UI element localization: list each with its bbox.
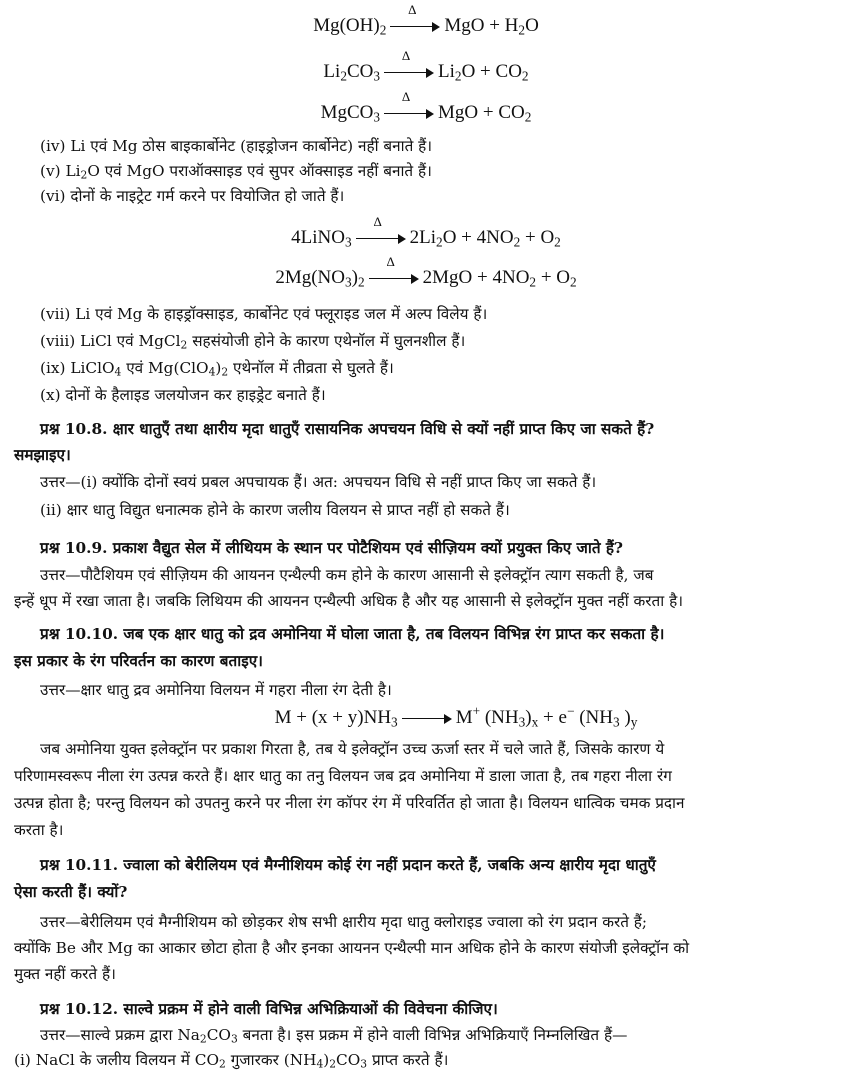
reaction-arrow-icon: Δ [356, 234, 406, 244]
point-ix: (ix) LiClO$_4$ एवं $Mg(ClO_4)_2$ एथेनॉल में तीव्रता से घुलते हैं। [40, 359, 394, 379]
answer-10-11-line2: क्योंकि Be और Mg का आकार छोटा होता है और इनका आयनन एन्थैल्पी मान अधिक होने के कारण संयोजी इलेक्ट्रॉन को [14, 939, 690, 957]
reaction-arrow-icon: Δ [384, 68, 434, 78]
point-viii: (viii) LiCl एवं MgCl$_2$ सहसंयोजी होने के कारण एथेनॉल में घुलनशील हैं। [40, 332, 466, 352]
answer-10-10-line5: करता है। [14, 821, 64, 839]
equation-mg-nitrate: $2Mg(NO_3)_2$ Δ $2MgO + 4NO_2 + O_2$ [275, 253, 577, 290]
equation-ammonia-solution: $M + (x + y)NH_3$ M+ $(NH_3)_x + e^-$ ($NH_3$ )$_y$ [274, 703, 638, 730]
answer-10-12-line2: (i) NaCl के जलीय विलयन में $CO_2$ गुजारकर $(NH_4)_2CO_3$ प्राप्त करते हैं। [14, 1051, 449, 1071]
question-10-8-cont: समझाइए। [14, 446, 71, 464]
question-10-11: प्रश्न 10.11. ज्वाला को बेरीलियम एवं मैग्नीशियम कोई रंग नहीं प्रदान करते हैं, जबकि अन्य क्षारीय मृदा धातुएँ [40, 856, 656, 874]
question-10-8: प्रश्न 10.8. क्षार धातुएँ तथा क्षारीय मृदा धातुएँ रासायनिक अपचयन विधि से क्यों नहीं प्राप्त किए जा सकते हैं? [40, 420, 655, 438]
equation-mg-carbonate: MgCO$_3$ Δ MgO + $CO_2$ [320, 88, 532, 125]
point-vi: (vi) दोनों के नाइट्रेट गर्म करने पर वियोजित हो जाते हैं। [40, 187, 345, 205]
question-10-9: प्रश्न 10.9. प्रकाश वैद्युत सेल में लीथियम के स्थान पर पोटैशियम एवं सीज़ियम क्यों प्रयुक्त किए जाते हैं? [40, 539, 623, 557]
question-10-10-cont: इस प्रकार के रंग परिवर्तन का कारण बताइए। [14, 652, 263, 670]
answer-10-10-line3: परिणामस्वरूप नीला रंग उत्पन्न करते हैं। क्षार धातु का तनु विलयन जब द्रव अमोनिया में डाला जाता है, तब गहरा नीला रंग [14, 767, 672, 785]
point-x: (x) दोनों के हैलाइड जलयोजन कर हाइड्रेट बनाते हैं। [40, 386, 326, 404]
answer-10-10-line1: उत्तर—क्षार धातु द्रव अमोनिया विलयन में गहरा नीला रंग देती है। [40, 681, 392, 699]
question-10-10: प्रश्न 10.10. जब एक क्षार धातु को द्रव अमोनिया में घोला जाता है, तब विलयन विभिन्न रंग प्राप्त कर सकता है। [40, 625, 665, 643]
reaction-arrow-icon: Δ [369, 274, 419, 284]
point-iv: (iv) Li एवं Mg ठोस बाइकार्बोनेट (हाइड्रोजन कार्बोनेट) नहीं बनाते हैं। [40, 137, 433, 155]
question-10-12: प्रश्न 10.12. साल्वे प्रक्रम में होने वाली विभिन्न अभिक्रियाओं की विवेचना कीजिए। [40, 1000, 498, 1018]
answer-10-11-line1: उत्तर—बेरीलियम एवं मैग्नीशियम को छोड़कर शेष सभी क्षारीय मृदा धातु क्लोराइड ज्वाला को रंग प्रदान करते हैं; [40, 913, 648, 931]
answer-10-9-line2: इन्हें धूप में रखा जाता है। जबकि लिथियम की आयनन एन्थैल्पी अधिक है और यह आसानी से इलेक्ट्रॉन मुक्त नहीं करता है। [14, 592, 683, 610]
answer-10-8-ii: (ii) क्षार धातु विद्युत धनात्मक होने के कारण जलीय विलयन से प्राप्त नहीं हो सकते हैं। [40, 501, 510, 519]
reaction-arrow-icon: Δ [390, 22, 440, 32]
answer-10-8-i: उत्तर—(i) क्योंकि दोनों स्वयं प्रबल अपचायक हैं। अत: अपचयन विधि से नहीं प्राप्त किए जा सकते हैं। [40, 473, 597, 491]
answer-10-10-line2: जब अमोनिया युक्त इलेक्ट्रॉन पर प्रकाश गिरता है, तब ये इलेक्ट्रॉन उच्च ऊर्जा स्तर में चले जाते हैं, जिसके कारण ये [40, 740, 665, 758]
answer-10-10-line4: उत्पन्न होता है; परन्तु विलयन को उपतनु करने पर नीला रंग कॉपर रंग में परिवर्तित हो जाता है। विलयन धात्विक चमक प्रदान [14, 794, 685, 812]
point-vii: (vii) Li एवं Mg के हाइड्रॉक्साइड, कार्बोनेट एवं फ्लूराइड जल में अल्प विलेय हैं। [40, 305, 488, 323]
reaction-arrow-icon: Δ [384, 109, 434, 119]
reaction-arrow-icon [402, 714, 452, 724]
equation-li-nitrate: 4LiNO$_3$ Δ $2Li_2O + 4NO_2 + O_2$ [291, 213, 561, 250]
answer-10-12-line1: उत्तर—साल्वे प्रक्रम द्वारा $Na_2CO_3$ बनता है। इस प्रक्रम में होने वाली विभिन्न अभिक्रियाएँ निम्नलिखित हैं— [40, 1026, 628, 1046]
answer-10-11-line3: मुक्त नहीं करते हैं। [14, 965, 116, 983]
equation-li-carbonate: $Li_2CO_3$ Δ $Li_2O + CO_2$ [323, 47, 529, 84]
question-10-11-cont: ऐसा करती हैं। क्यों? [14, 883, 128, 901]
answer-10-9-line1: उत्तर—पौटैशियम एवं सीज़ियम की आयनन एन्थैल्पी कम होने के कारण आसानी से इलेक्ट्रॉन त्याग सकती है, जब [40, 566, 654, 584]
point-v: (v) $Li_2O$ एवं MgO पराऑक्साइड एवं सुपर ऑक्साइड नहीं बनाते हैं। [40, 162, 432, 182]
equation-mg-hydroxide: $Mg(OH)_2$ Δ MgO + $H_2O$ [313, 1, 539, 38]
